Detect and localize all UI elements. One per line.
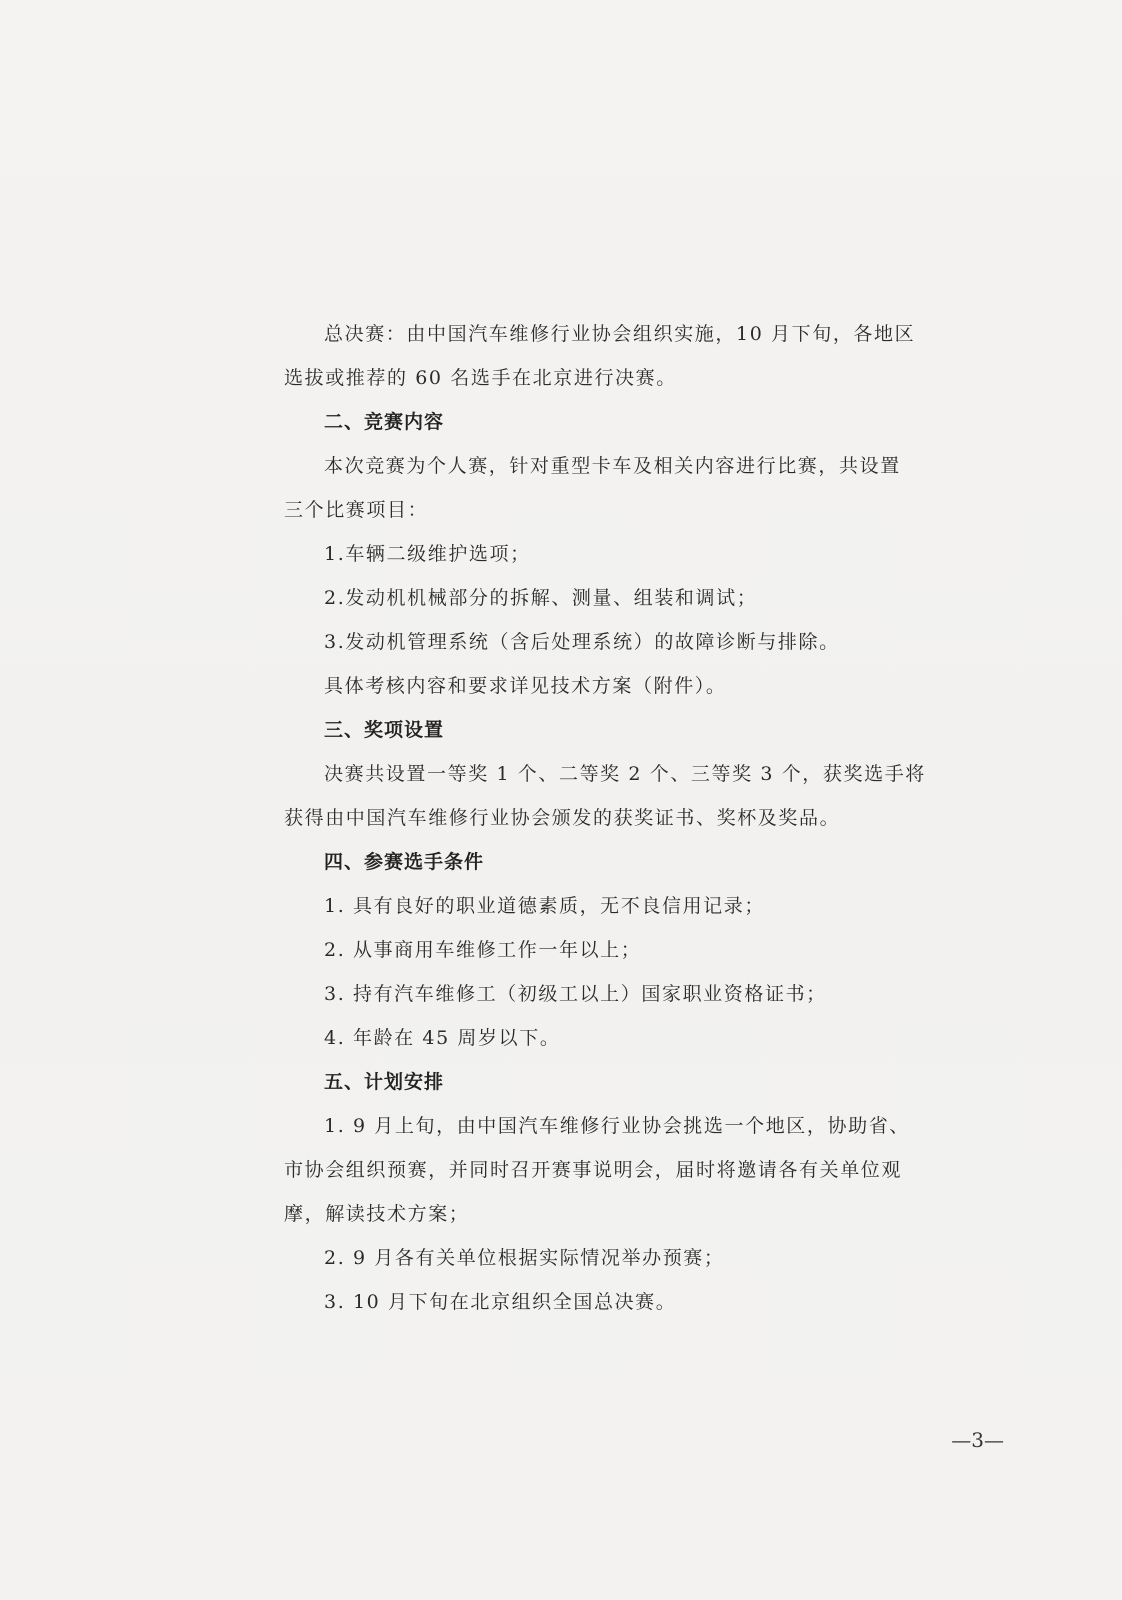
text-line: 市协会组织预赛，并同时召开赛事说明会，届时将邀请各有关单位观 bbox=[284, 1159, 903, 1181]
text-line: 决赛共设置一等奖 1 个、二等奖 2 个、三等奖 3 个，获奖选手将 bbox=[324, 763, 926, 785]
text-line: 选拔或推荐的 60 名选手在北京进行决赛。 bbox=[284, 367, 677, 389]
text-line: 本次竞赛为个人赛，针对重型卡车及相关内容进行比赛，共设置 bbox=[324, 455, 901, 477]
section-heading: 四、参赛选手条件 bbox=[324, 851, 485, 873]
text-line: 3.发动机管理系统（含后处理系统）的故障诊断与排除。 bbox=[324, 631, 840, 653]
text-line: 摩，解读技术方案； bbox=[284, 1203, 470, 1225]
text-line: 4. 年龄在 45 周岁以下。 bbox=[324, 1027, 561, 1049]
text-line: 2. 9 月各有关单位根据实际情况举办预赛； bbox=[324, 1247, 725, 1269]
section-heading: 五、计划安排 bbox=[324, 1071, 445, 1093]
text-line: 1. 具有良好的职业道德素质，无不良信用记录； bbox=[324, 895, 765, 917]
text-line: 三个比赛项目： bbox=[284, 499, 429, 521]
text-line: 获得由中国汽车维修行业协会颁发的获奖证书、奖杯及奖品。 bbox=[284, 807, 841, 829]
section-heading: 二、竞赛内容 bbox=[324, 411, 445, 433]
document-body bbox=[284, 312, 926, 1324]
text-line: 具体考核内容和要求详见技术方案（附件）。 bbox=[324, 675, 727, 697]
text-line: 1. 9 月上旬，由中国汽车维修行业协会挑选一个地区，协助省、 bbox=[324, 1115, 910, 1137]
page-number: —3— bbox=[951, 1428, 1004, 1452]
text-line: 2. 从事商用车维修工作一年以上； bbox=[324, 939, 642, 961]
text-line: 2.发动机机械部分的拆解、测量、组装和调试； bbox=[324, 587, 758, 609]
text-line: 3. 持有汽车维修工（初级工以上）国家职业资格证书； bbox=[324, 983, 827, 1005]
text-line: 1.车辆二级维护选项； bbox=[324, 543, 531, 565]
text-line: 3. 10 月下旬在北京组织全国总决赛。 bbox=[324, 1291, 677, 1313]
section-heading: 三、奖项设置 bbox=[324, 719, 445, 741]
text-line: 总决赛：由中国汽车维修行业协会组织实施，10 月下旬，各地区 bbox=[324, 323, 916, 345]
